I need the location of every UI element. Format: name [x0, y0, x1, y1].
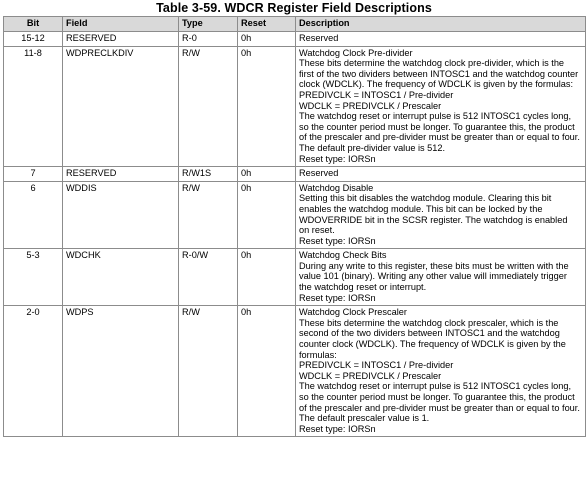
cell-type: R/W [179, 306, 238, 437]
description-line: These bits determine the watchdog clock pre-divider, which is the [299, 58, 565, 69]
table-row [4, 306, 586, 437]
description-line: enables the watchdog module. This bit can be locked by the [299, 203, 543, 214]
table-title: Table 3-59. WDCR Register Field Descriptions [156, 1, 432, 15]
table-row [4, 181, 586, 249]
description-line: WDCLK = PREDIVCLK / Prescaler [299, 370, 442, 381]
cell-description [296, 46, 586, 167]
description-line: The default prescaler value is 1. [299, 413, 430, 424]
cell-bit: 7 [4, 167, 63, 182]
table-row [4, 32, 586, 47]
description-heading: Watchdog Check Bits [299, 250, 387, 261]
table-row [4, 167, 586, 182]
description-line: WDCLK = PREDIVCLK / Prescaler [299, 100, 442, 111]
description-line: formulas: [299, 349, 337, 360]
cell-type: R/W [179, 181, 238, 249]
description-line: on reset. [299, 225, 335, 236]
cell-type: R/W1S [179, 167, 238, 182]
description-line: The watchdog reset or interrupt pulse is 512 INTOSC1 cycles long, [299, 381, 572, 392]
cell-bit: 11-8 [4, 46, 63, 167]
description-line: of the prescaler and pre-divider must be greater than or equal to four. [299, 402, 580, 413]
cell-type: R-0/W [179, 249, 238, 306]
header-bit: Bit [4, 17, 63, 32]
cell-type: R/W [179, 46, 238, 167]
description-line: Reset type: IORSn [299, 235, 376, 246]
description-heading: Watchdog Clock Pre-divider [299, 47, 413, 58]
cell-description [296, 249, 586, 306]
header-description: Description [296, 17, 586, 32]
description-line: Setting this bit disables the watchdog module. Clearing this bit [299, 193, 552, 204]
cell-field: WDCHK [63, 249, 179, 306]
cell-field: WDPRECLKDIV [63, 46, 179, 167]
cell-field: RESERVED [63, 167, 179, 182]
document-page [0, 1, 588, 481]
description-line: Reset type: IORSn [299, 153, 376, 164]
cell-type: R-0 [179, 32, 238, 47]
cell-description [296, 32, 586, 47]
description-line: The watchdog reset or interrupt pulse is 512 INTOSC1 cycles long, [299, 111, 572, 122]
description-heading: Watchdog Disable [299, 182, 374, 193]
cell-reset: 0h [238, 181, 296, 249]
description-line: value 101 (binary). Writing any other value will immediately trigger [299, 271, 567, 282]
cell-reset: 0h [238, 46, 296, 167]
description-line: of the prescaler and pre-divider must be greater than or equal to four. [299, 132, 580, 143]
description-line: PREDIVCLK = INTOSC1 / Pre-divider [299, 89, 454, 100]
description-line: The default pre-divider value is 512. [299, 142, 446, 153]
table-header-row [4, 17, 586, 32]
description-line: so the counter period must be longer. To guarantee this, the product [299, 392, 575, 402]
cell-reset: 0h [238, 167, 296, 182]
description-line: second of the two dividers between INTOSC1 and the watchdog [299, 328, 560, 339]
cell-description [296, 181, 586, 249]
description-line: counter clock (WDCLK). The frequency of WDCLK is given by the [299, 339, 566, 350]
cell-bit: 2-0 [4, 306, 63, 437]
description-heading: Reserved [299, 168, 339, 179]
table-row [4, 46, 586, 167]
cell-field: RESERVED [63, 32, 179, 47]
description-line: During any write to this register, these bits must be written with the [299, 260, 569, 271]
cell-bit: 15-12 [4, 32, 63, 47]
description-line: WDOVERRIDE bit in the SCSR register. The watchdog is enabled [299, 214, 568, 225]
description-line: These bits determine the watchdog clock prescaler, which is the [299, 317, 559, 328]
description-line: so the counter period must be longer. To guarantee this, the product [299, 121, 575, 132]
table-body [4, 32, 586, 437]
description-line: clock (WDCLK). The frequency of WDCLK is given by the formulas: [299, 79, 574, 90]
description-line: the watchdog reset or interrupt. [299, 282, 427, 293]
cell-field: WDPS [63, 306, 179, 437]
register-field-table [3, 16, 586, 437]
description-line: PREDIVCLK = INTOSC1 / Pre-divider [299, 360, 454, 371]
description-line: first of the two dividers between INTOSC1 and the watchdog counter [299, 68, 579, 79]
cell-description [296, 306, 586, 437]
cell-reset: 0h [238, 306, 296, 437]
description-line: Reset type: IORSn [299, 423, 376, 434]
cell-description [296, 167, 586, 182]
cell-field: WDDIS [63, 181, 179, 249]
cell-reset: 0h [238, 32, 296, 47]
cell-bit: 5-3 [4, 249, 63, 306]
table-row [4, 249, 586, 306]
description-heading: Reserved [299, 33, 339, 43]
description-heading: Watchdog Clock Prescaler [299, 307, 407, 318]
cell-reset: 0h [238, 249, 296, 306]
header-type: Type [179, 17, 238, 32]
header-reset: Reset [238, 17, 296, 32]
header-field: Field [63, 17, 179, 32]
description-line: Reset type: IORSn [299, 292, 376, 303]
cell-bit: 6 [4, 181, 63, 249]
